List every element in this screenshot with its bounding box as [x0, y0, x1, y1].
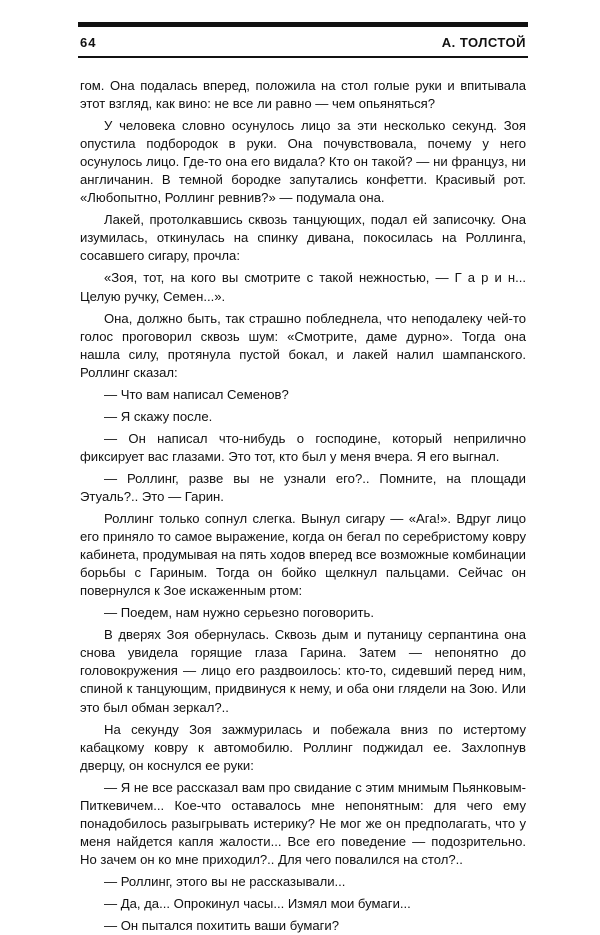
paragraph: У человека словно осунулось лицо за эти несколько секунд. Зоя опустила подбородок в руки. Она почувствовала, почему у него осунулось лицо. Где-то она его видала? Кто он такой? — ни француз, ни англичанин. В темной бородке запутались конфетти. Красивый рот. «Любопытно, Роллинг ревнив?» — подумала она. [80, 118, 526, 206]
dialogue-line: — Роллинг, этого вы не рассказывали... [104, 873, 346, 889]
paragraph: «Зоя, тот, на кого вы смотрите с такой нежностью, — Г а р и н... Целую ручку, Семен...». [80, 270, 526, 304]
running-title: А. ТОЛСТОЙ [441, 35, 526, 50]
dialogue-line: — Что вам написал Семенов? [104, 386, 289, 402]
page-number: 64 [80, 35, 97, 50]
dialogue-line: — Роллинг, разве вы не узнали его?.. Помните, на площади Этуаль?.. Это — Гарин. [80, 470, 526, 504]
paragraph: В дверях Зоя обернулась. Сквозь дым и путаницу серпантина она снова увидела горящие глаза Гарина. Затем — непонятно до головокружения — лицо его раздвоилось: кто-то, сидевший перед ним, спиной к танцующим, придвинуся к нему, и оба они глядели на Зою. Или это был обман зеркал?.. [80, 627, 526, 715]
dialogue-line: — Я не все рассказал вам про свидание с этим мнимым Пьянковым-Питкевичем... Кое-что оставалось мне непонятным: для чего ему понадобилось разыгрывать истерику? Не мог же он предполагать, что у меня найдется капля жалости... Все его поведение — подозрительно. Но зачем он ко мне приходил?.. Для чего повалился на стол?.. [80, 779, 526, 867]
paragraph: Роллинг только сопнул слегка. Вынул сигару — «Ага!». Вдруг лицо его приняло то самое выражение, когда он бегал по серебристому ковру кабинета, продумывая на пять ходов вперед все возможные комбинации борьбы с Гариным. Тогда он бойко щелкнул пальцами. Сейчас он повернулся к Зое искаженным ртом: [80, 511, 526, 599]
paragraph: Лакей, протолкавшись сквозь танцующих, подал ей записочку. Она изумилась, откинулась на спинку дивана, покосилась на Роллинга, сосавшего сигару, прочла: [80, 212, 526, 264]
header-rule-top [78, 22, 528, 27]
paragraph: гом. Она подалась вперед, положила на стол голые руки и впитывала этот взгляд, как вино: не все ли равно — чем опьяняться? [80, 78, 526, 112]
dialogue-line: — Да, да... Опрокинул часы... Измял мои бумаги... [104, 895, 411, 911]
header-rule-bottom [78, 56, 528, 58]
dialogue-line: — Я скажу после. [104, 408, 213, 424]
paragraph: На секунду Зоя зажмурилась и побежала вниз по истертому кабацкому ковру к автомобилю. Роллинг поджидал ее. Захлопнув дверцу, он коснулся ее руки: [80, 721, 526, 773]
dialogue-line: — Поедем, нам нужно серьезно поговорить. [104, 605, 374, 621]
dialogue-line: — Он пытался похитить ваши бумаги? [104, 918, 340, 934]
running-header [80, 35, 526, 57]
dialogue-line: — Он написал что-нибудь о господине, который неприлично фиксирует вас глазами. Это тот, кто был у меня вчера. Я его выгнал. [80, 430, 526, 464]
body-text [80, 77, 526, 935]
paragraph: Она, должно быть, так страшно побледнела, что неподалеку чей-то голос проговорил сквозь шум: «Смотрите, даме дурно». Тогда она нашла силу, протянула пустой бокал, и лакей налил шампанского. Роллинг сказал: [80, 310, 526, 380]
